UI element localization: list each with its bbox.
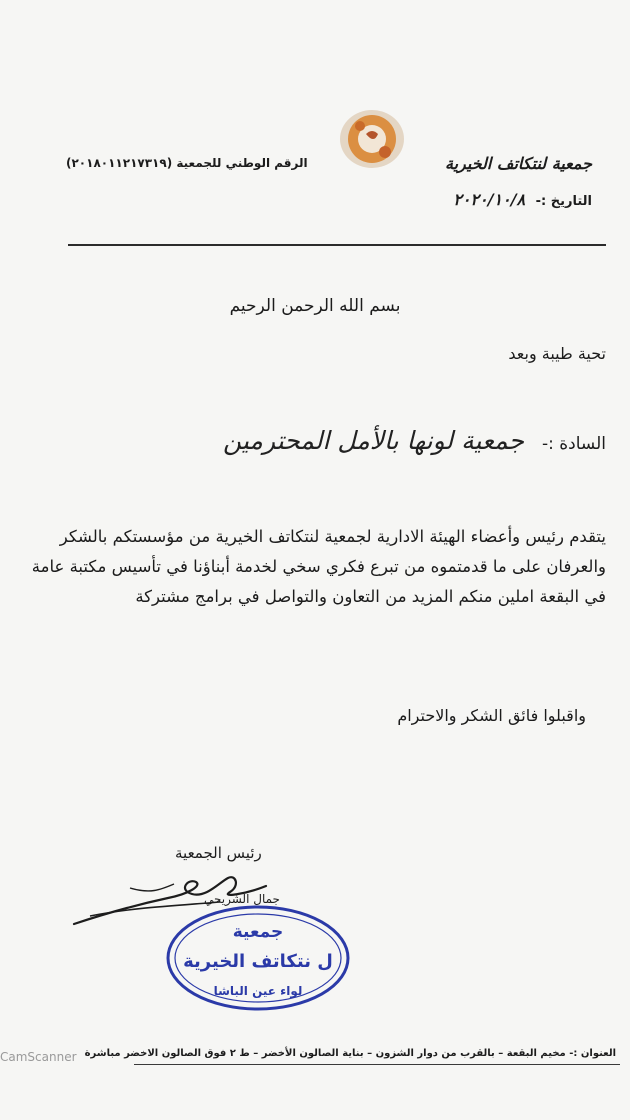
stamp-line-2: ل نتكاتف الخيرية: [183, 951, 333, 972]
national-number: الرقم الوطني للجمعية (٢٠١٨٠١١٢١٧٣١٩): [66, 156, 308, 170]
letter-body: يتقدم رئيس وأعضاء الهيئة الادارية لجمعية لنتكاتف الخيرية من مؤسستكم بالشكر والعرفان على ما قدمتموه من تبرع فكري سخي لخدمة أبناؤنا في تأسيس مكتبة عامة في البقعة املين منكم المزيد من التعاون والتواصل في برامج مشتركة: [31, 527, 606, 606]
org-name: جمعية لنتكاتف الخيرية: [445, 154, 592, 173]
stamp-line-3: لواء عين الباشا: [213, 984, 303, 998]
closing-line: واقبلوا فائق الشكر والاحترام: [397, 706, 586, 725]
salutation: [223, 426, 606, 455]
footer-rule: [134, 1064, 620, 1065]
salutation-label: السادة :-: [542, 434, 606, 454]
addressee-handwritten: جمعية لونها بالأمل المحترمين: [222, 426, 524, 455]
date-value: ٢٠٢٠/١٠/٨: [453, 190, 526, 209]
org-logo: [338, 108, 406, 170]
date-line: [453, 190, 592, 209]
date-label: التاريخ :-: [535, 194, 592, 209]
signatory-name: جمال الشريحي: [204, 892, 280, 906]
greeting: تحية طيبة وبعد: [508, 344, 606, 363]
footer-address: العنوان :- مخيم البقعة – بالقرب من دوار الشزون – بناية الصالون الأخضر – ط ٢ فوق الصالون الاخضر مباشرة: [84, 1048, 616, 1059]
association-stamp: [163, 903, 353, 1013]
basmala: بسم الله الرحمن الرحيم: [229, 296, 401, 316]
scanner-watermark: CamScanner: [0, 1050, 77, 1064]
signatory-title: رئيس الجمعية: [175, 844, 262, 862]
stamp-line-1: جمعية: [232, 922, 284, 942]
header-divider: [68, 244, 606, 246]
